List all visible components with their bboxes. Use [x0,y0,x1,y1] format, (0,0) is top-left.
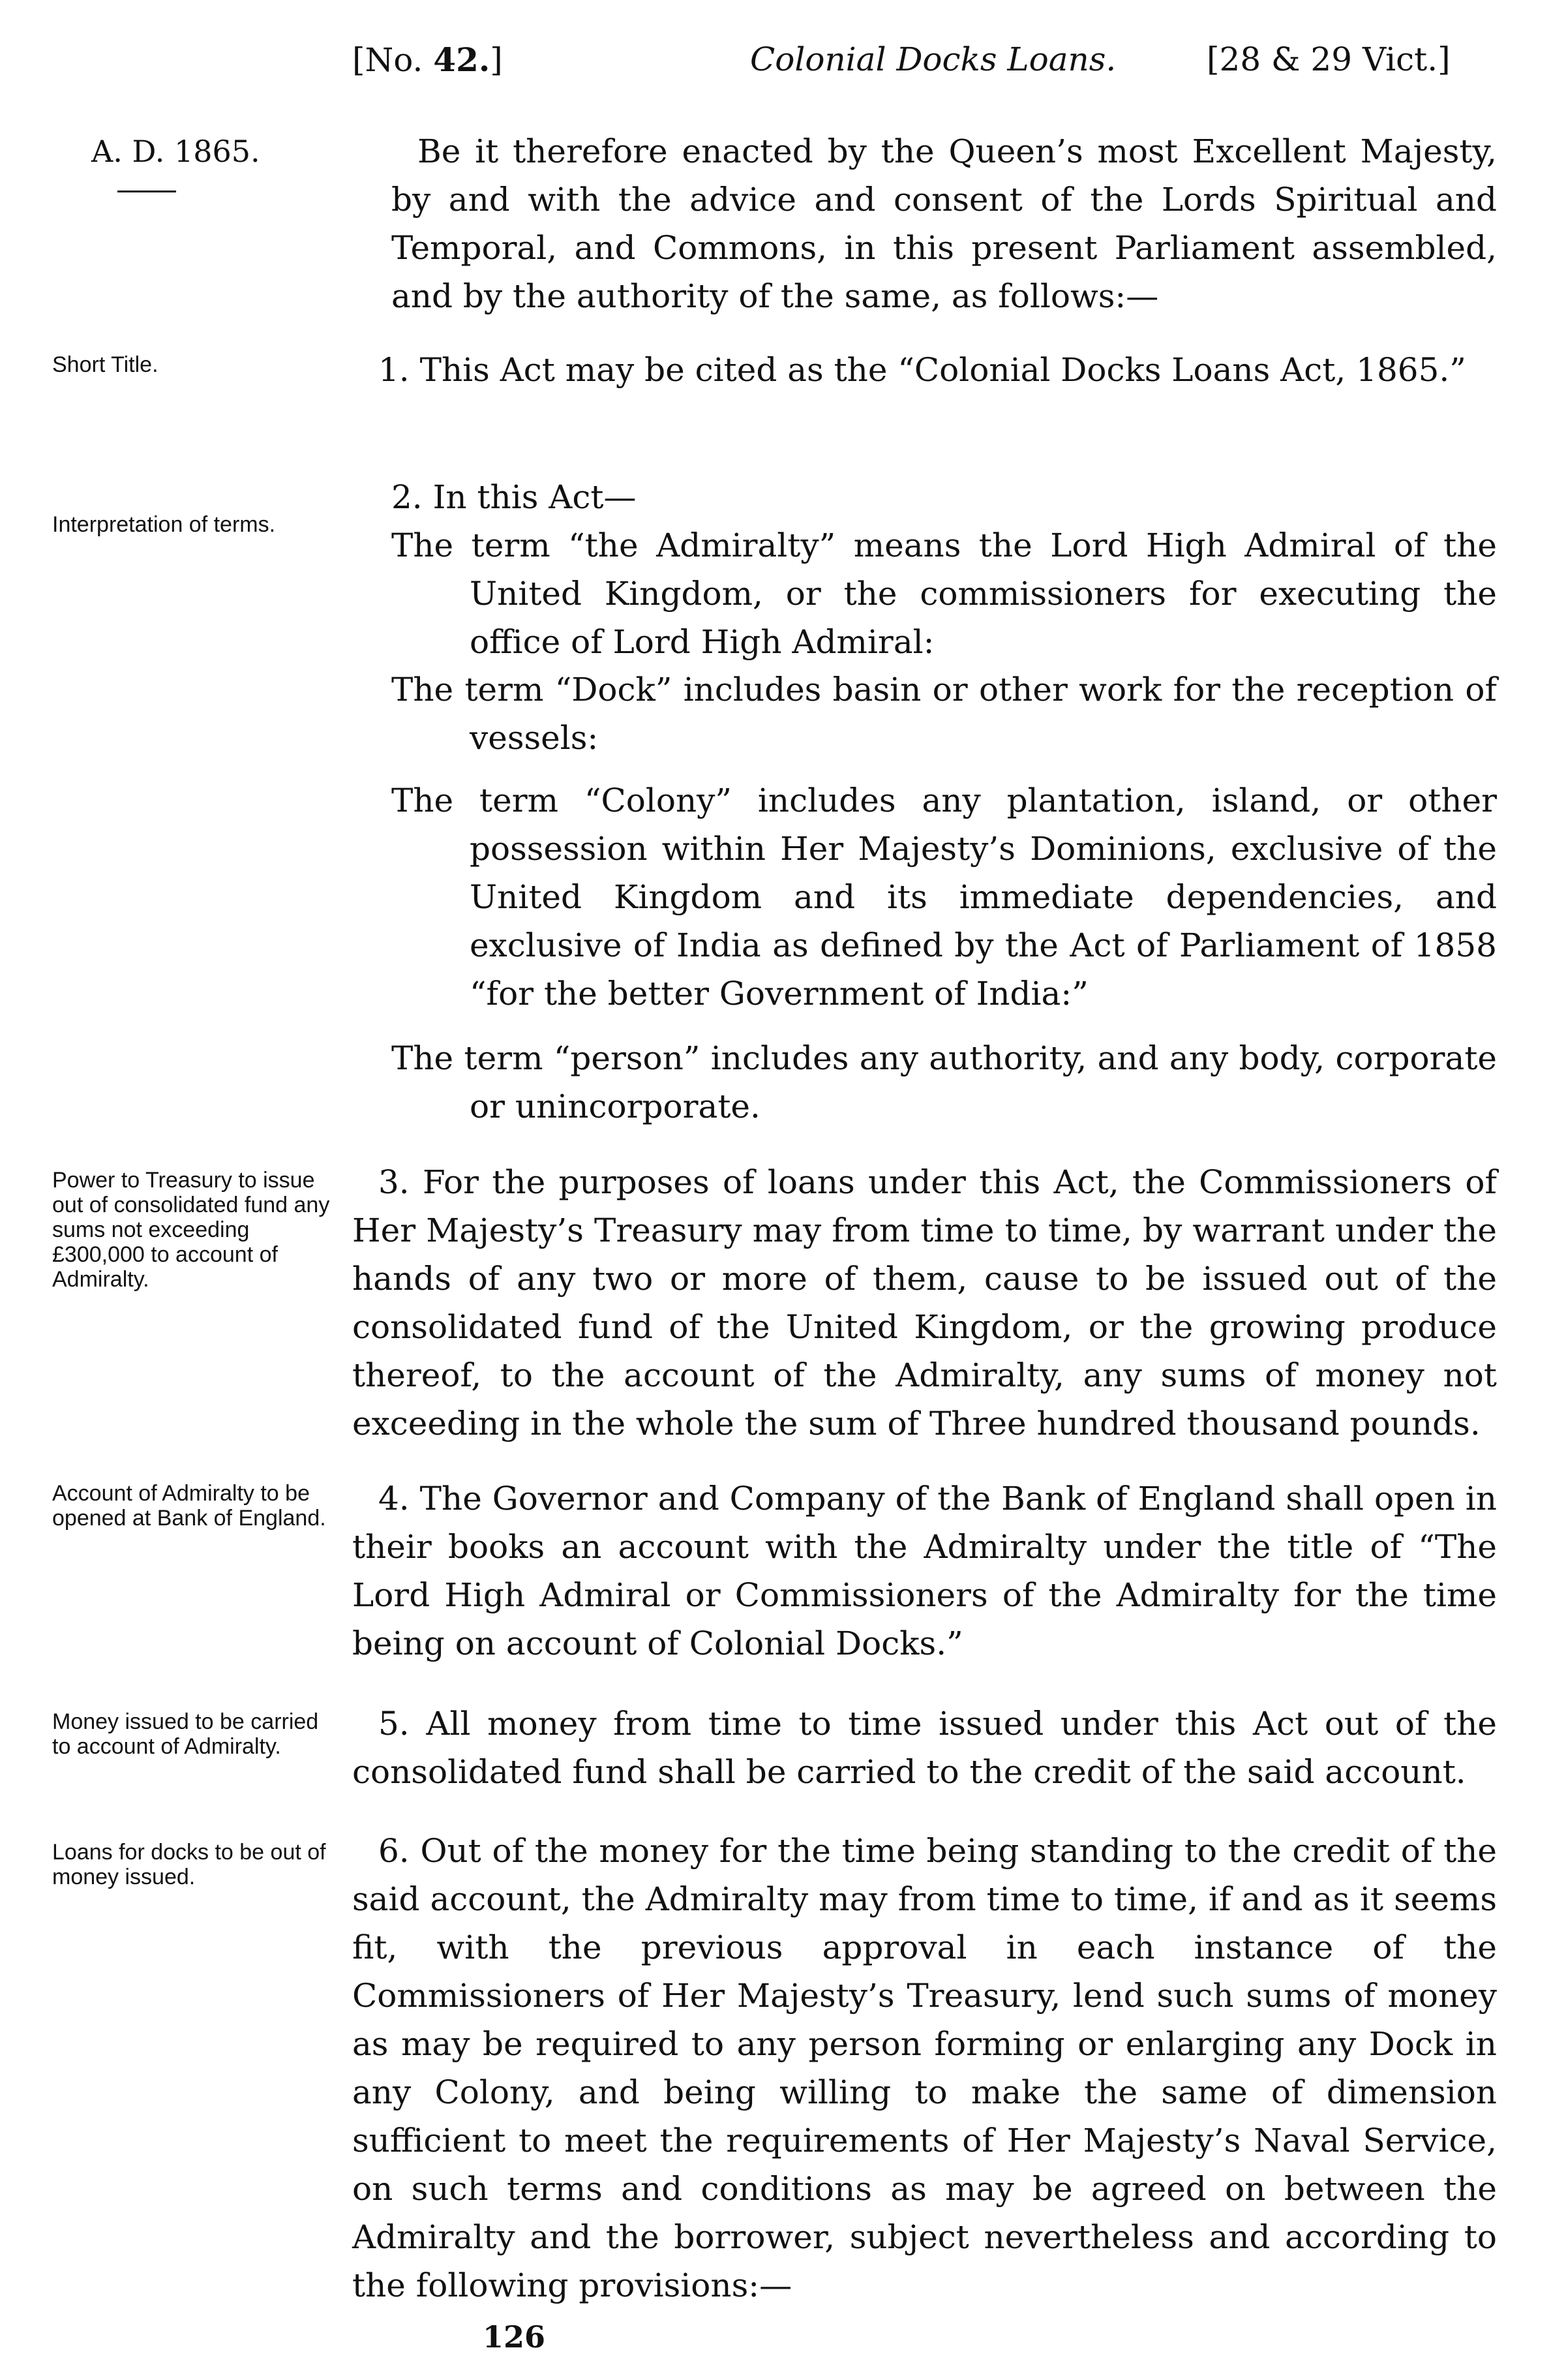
section-5: 5. All money from time to time issued under this Act out of the consolidated fund shall be carried to the credit of the said account. [352,1705,1497,1791]
act-number: [No. 42.] [352,40,503,79]
act-short-title: Colonial Docks Loans. [750,40,1117,78]
enacting-clause: Be it therefore enacted by the Queen’s most Excellent Majesty, by and with the advice and consent of the Lords Spiritual and Temporal, and Commons, in this present Parliament assembled, and by the authority of the same, as follows:— [391,132,1497,315]
sidenote-account-bank: Account of Admiralty to be opened at Bank of England. [52,1481,326,1531]
section-4: 4. The Governor and Company of the Bank of England shall open in their books an account with the Admiralty under the title of “The Lord High Admiral or Commissioners of the Admiralty for the time being on account of Colonial Docks.” [352,1480,1497,1662]
section-6: 6. Out of the money for the time being standing to the credit of the said account, the Admiralty may from time to time, if and as it seems fit, with the previous approval in each instance of the Commissioners of Her Majesty’s Treasury, lend such sums of money as may be required to any person forming or enlarging any Dock in any Colony, and being willing to make the same of dimension sufficient to meet the requirements of Her Majesty’s Naval Service, on such terms and conditions as may be agreed on between the Admiralty and the borrower, subject nevertheless and according to the following provisions:— [352,1832,1497,2304]
sidenote-power-to-treasury: Power to Treasury to issue out of consolidated fund any sums not exceeding £300,000 to account of Admiralty. [52,1168,330,1292]
definition-admiralty: The term “the Admiralty” means the Lord High Admiral of the United Kingdom, or the commissioners for executing the office of Lord High Admiral: [391,526,1497,661]
running-header [0,40,1566,99]
sidenote-interpretation: Interpretation of terms. [52,512,276,537]
regnal-year: [28 & 29 Vict.] [1207,40,1451,78]
section-1: 1. This Act may be cited as the “Colonial Docks Loans Act, 1865.” [378,351,1466,389]
section-2-intro: 2. In this Act— [391,478,637,516]
definition-dock: The term “Dock” includes basin or other work for the reception of vessels: [391,671,1497,757]
section-3: 3. For the purposes of loans under this Act, the Commissioners of Her Majesty’s Treasury may from time to time, by warrant under the hands of any two or more of them, cause to be issued out of the consolidated fund of the United Kingdom, or the growing produce thereof, to the account of the Admiralty, any sums of money not exceeding in the whole the sum of Three hundred thousand pounds. [352,1163,1497,1442]
margin-year: A. D. 1865. [91,134,260,169]
sidenote-short-title: Short Title. [52,352,158,377]
sidenote-money-issued: Money issued to be carried to account of Admiralty. [52,1709,319,1759]
margin-divider [117,191,176,192]
definition-person: The term “person” includes any authority, and any body, corporate or unincorporate. [391,1039,1497,1125]
page-number: 126 [483,2319,546,2355]
sidenote-loans-for-docks: Loans for docks to be out of money issued. [52,1840,326,1889]
definition-colony: The term “Colony” includes any plantation, island, or other possession within Her Majesty’s Dominions, exclusive of the United Kingdom and its immediate dependencies, and exclusive of India as defined by the Act of Parliament of 1858 “for the better Government of India:” [391,782,1497,1013]
